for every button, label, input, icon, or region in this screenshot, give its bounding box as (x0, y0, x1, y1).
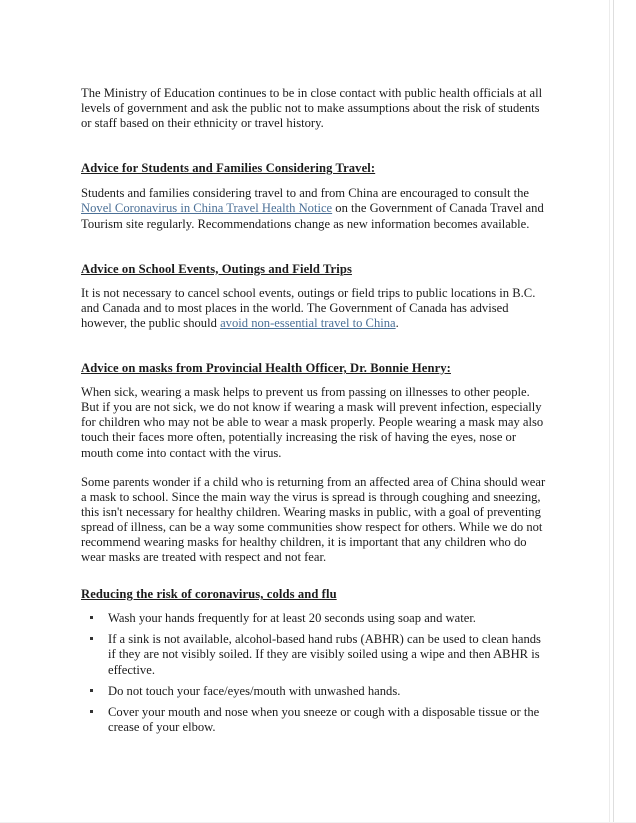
heading-spacer (81, 277, 547, 286)
section-spacer (81, 565, 547, 587)
list-item (81, 611, 547, 626)
bullet-point-icon (90, 637, 93, 640)
heading-advice-masks: Advice on masks from Provincial Health Officer, Dr. Bonnie Henry: (81, 361, 451, 376)
bullet-point-icon (90, 710, 93, 713)
paragraph-advice-school-events (81, 286, 547, 331)
heading-advice-school-events: Advice on School Events, Outings and Field Trips (81, 261, 352, 276)
list-item-text: If a sink is not available, alcohol-based hand rubs (ABHR) can be used to clean hands if they are not visibly soiled. If they are visibly soiled using a wipe and then ABHR is effective. (108, 632, 541, 677)
events-text-after-link: . (395, 315, 399, 330)
link-novel-coronavirus-travel-health-notice[interactable]: Novel Coronavirus in China Travel Health Notice (81, 201, 333, 216)
paragraph-spacer (81, 461, 547, 475)
list-item-text: Do not touch your face/eyes/mouth with unwashed hands. (108, 683, 401, 698)
scan-edge-line-outer (609, 0, 610, 823)
section-spacer (81, 331, 547, 361)
reducing-risk-bullet-list (81, 611, 547, 735)
bullet-point-icon (90, 689, 93, 692)
scan-edge-line-inner (613, 0, 614, 823)
list-item (81, 632, 547, 677)
bullet-point-icon (90, 616, 93, 619)
list-item-text: Cover your mouth and nose when you sneeze or cough with a disposable tissue or the crease of your elbow. (108, 704, 540, 734)
section-spacer (81, 232, 547, 262)
paragraph-masks-1: When sick, wearing a mask helps to prevent us from passing on illnesses to other people. But if you are not sick, we do not know if wearing a mask will prevent infection, especially for children who may not be able to wear a mask properly. People wearing a mask may also touch their faces more often, potentially increasing the risk of having the eyes, nose or mouth come into contact with the virus. (81, 385, 544, 460)
heading-spacer (81, 376, 547, 385)
heading-spacer (81, 176, 547, 186)
paragraph-masks-2: Some parents wonder if a child who is returning from an affected area of China should wear a mask to school. Since the main way the virus is spread is through coughing and sneezing, this isn't necessary for healthy children. Wearing masks in public, with a goal of preventing spread of illness, can be a way some communities show respect for others. While we do not recommend wearing masks for healthy children, it is important that any children who do wear masks are treated with respect and not fear. (81, 474, 546, 565)
list-item (81, 684, 547, 699)
intro-paragraph: The Ministry of Education continues to be in close contact with public health officials at all levels of government and ask the public not to make assumptions about the risk of students or staff based on their ethnicity or travel history. (81, 86, 543, 131)
travel-text-after-link: on the Government of Canada Travel and Tourism site regularly. Recommendations change as new information becomes available. (81, 201, 544, 231)
travel-text-before-link: Students and families considering travel to and from China are encouraged to consult the (81, 186, 530, 201)
paragraph-advice-travel (81, 186, 547, 231)
list-item (81, 705, 547, 735)
link-avoid-non-essential-travel-to-china[interactable]: avoid non-essential travel to China (220, 315, 396, 330)
heading-reducing-risk: Reducing the risk of coronavirus, colds and flu (81, 587, 337, 602)
heading-spacer (81, 602, 547, 611)
section-spacer (81, 131, 547, 161)
heading-advice-travel: Advice for Students and Families Considering Travel: (81, 161, 376, 176)
events-text-before-link: It is not necessary to cancel school events, outings or field trips to public locations in B.C. and Canada and to most places in the world. The Government of Canada has advised however, the public should (81, 285, 536, 330)
list-item-text: Wash your hands frequently for at least 20 seconds using soap and water. (108, 611, 476, 626)
document-text-body (81, 86, 547, 741)
